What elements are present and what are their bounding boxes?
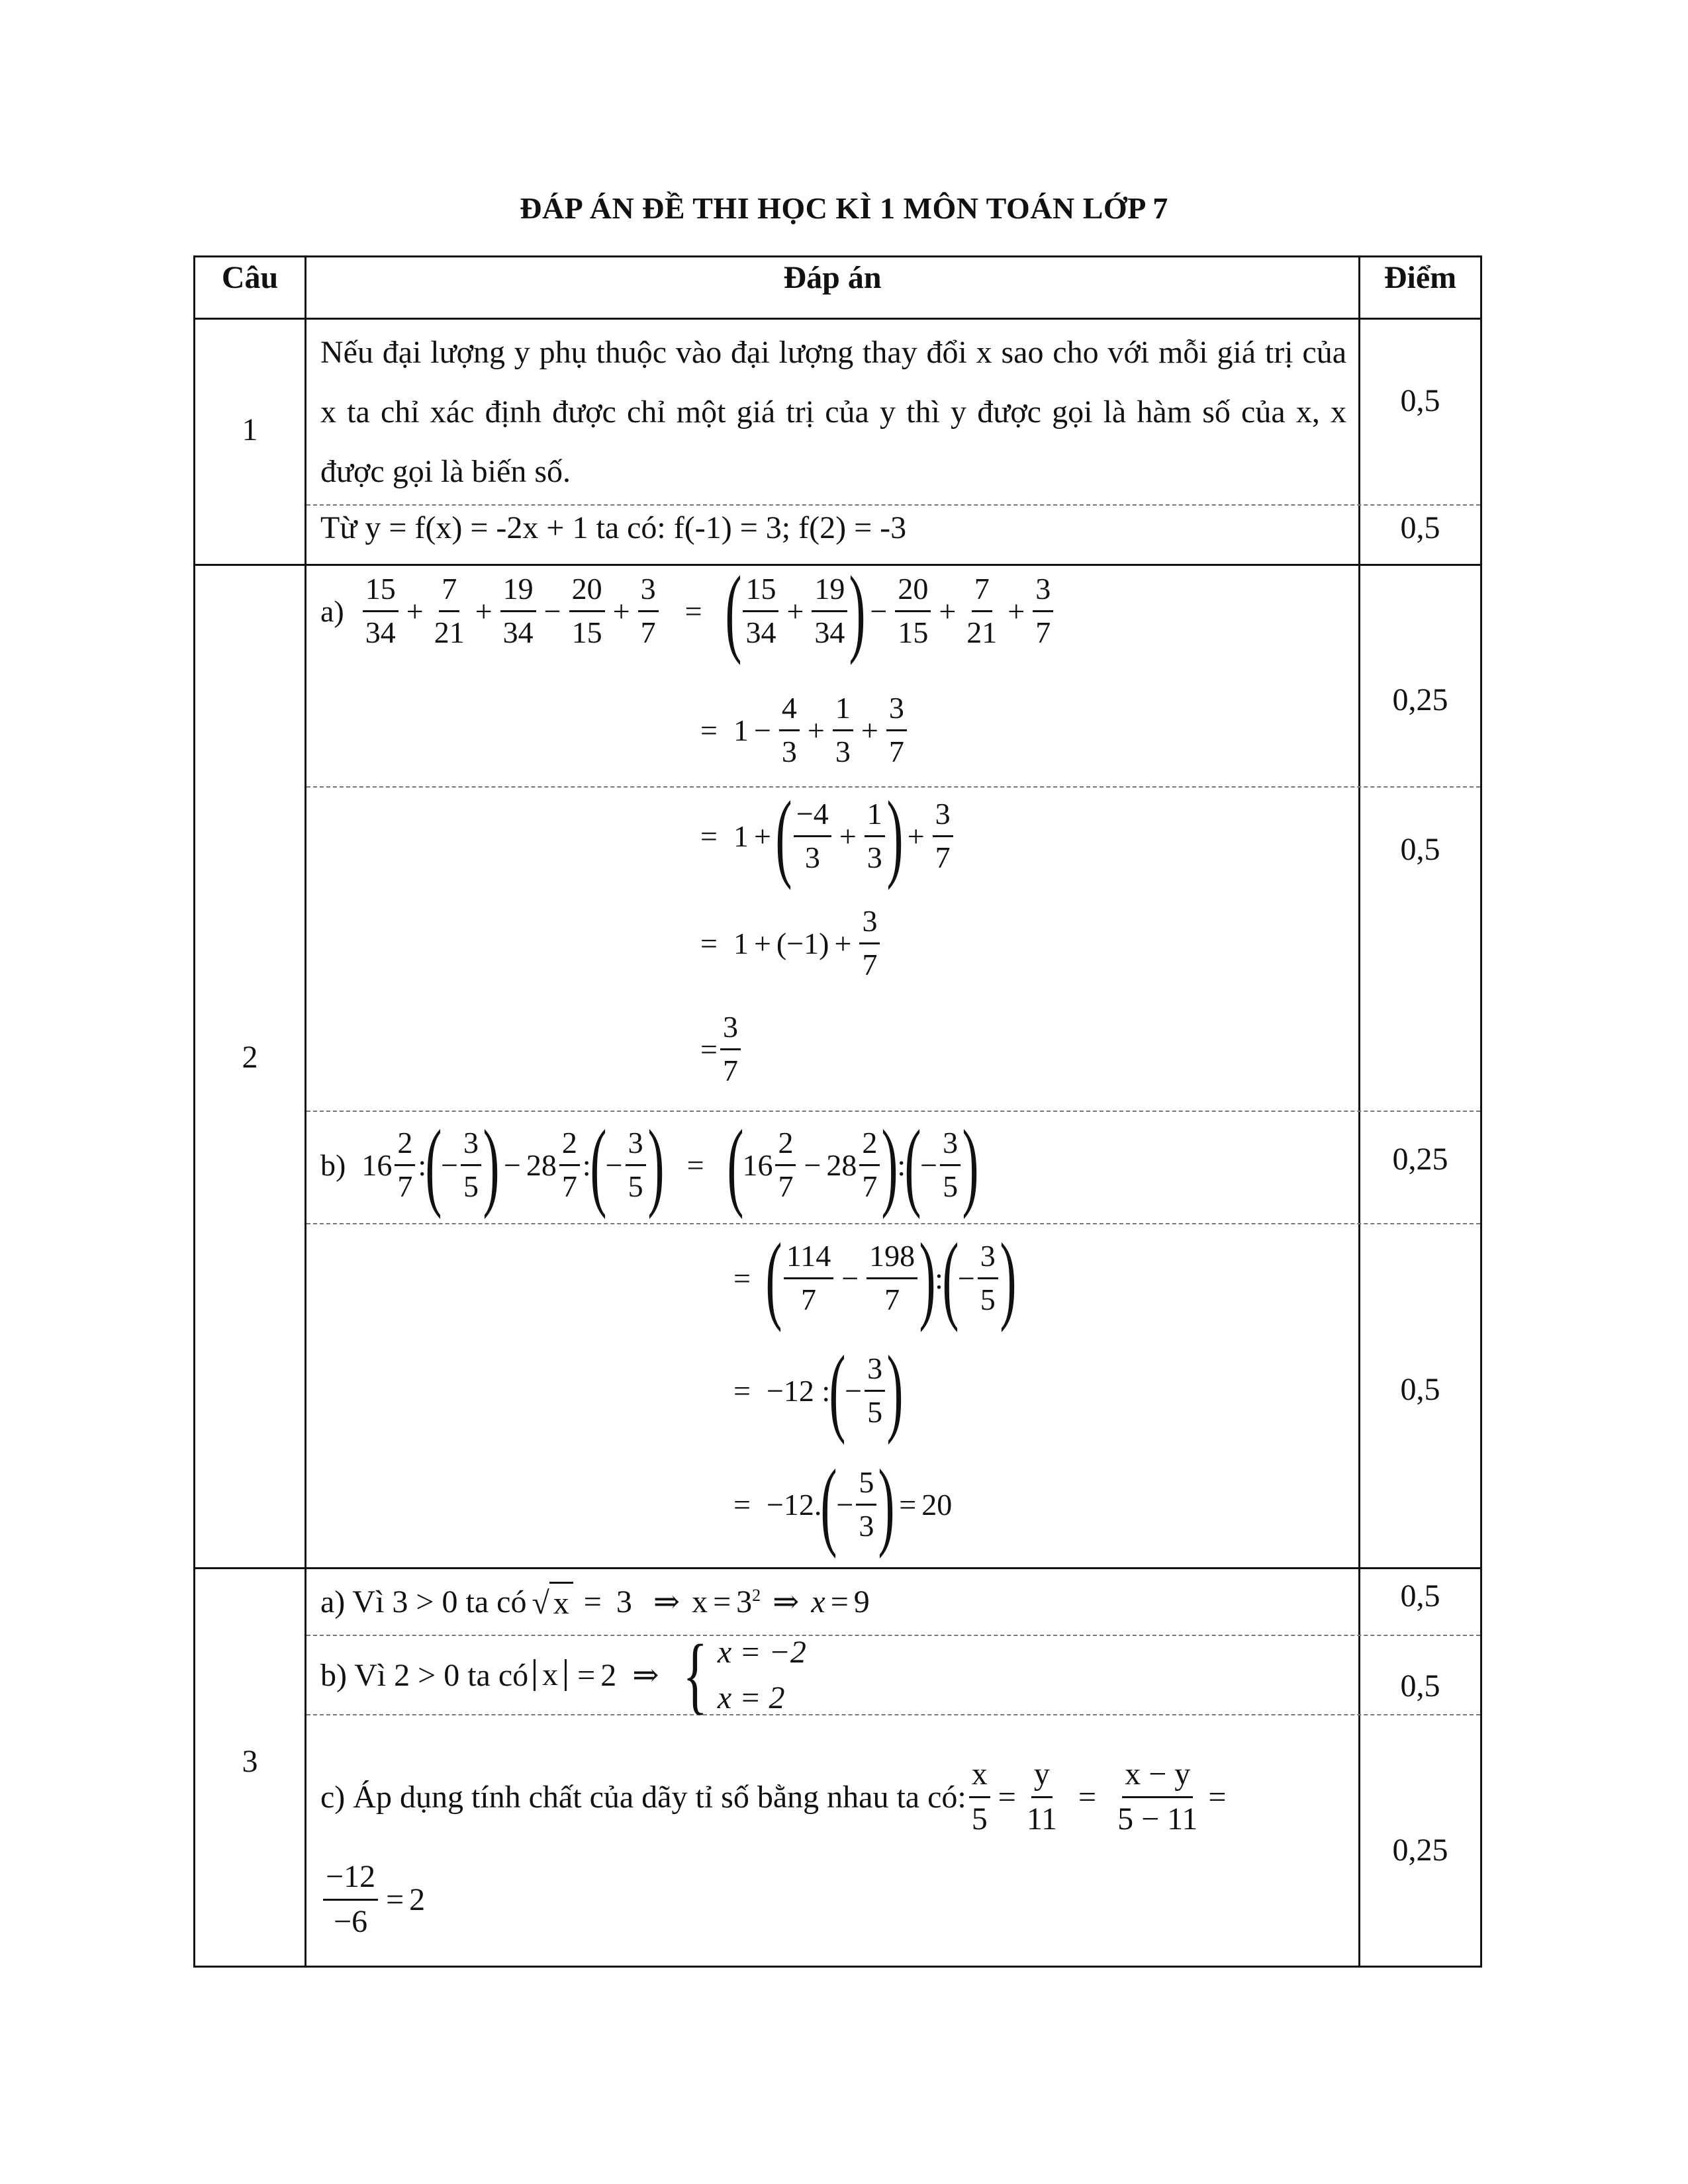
q2-score-1: 0,25 xyxy=(1392,682,1448,717)
question-1-calc: Từ y = f(x) = -2x + 1 ta có: f(-1) = 3; f(2) = -3 xyxy=(320,510,907,545)
q2a-step-1: = 1 − $\frac{4}{3}$ + $\frac{1}{3}$ + $\frac{3}{7}$ xyxy=(695,694,910,766)
q3b-score: 0,5 xyxy=(1400,1668,1440,1704)
q2a-step-3: = 1 + (−1) + $\frac{3}{7}$ xyxy=(695,907,882,979)
question-3-number: 3 xyxy=(242,1744,258,1779)
q3c-line: c) Áp dụng tính chất của dãy tỉ số bằng nhau ta có: $\frac{x}{5}$ = $\frac{y}{11}$ = $\frac{x - y}{5 - 11}$ = xyxy=(320,1756,1227,1837)
q3b-line: b) Vì 2 > 0 ta có x = 2 ⇒ { x = −2 x = 2 xyxy=(320,1627,806,1723)
q3a-line: a) Vì 3 > 0 ta có √ x = 3 ⇒ x = $3^2$ ⇒ x = 9 xyxy=(320,1575,870,1628)
question-1-calc-score: 0,5 xyxy=(1400,510,1440,545)
header-dap-an: Đáp án xyxy=(783,260,882,295)
q2a-expression: a) $\frac{15}{34}$ + $\frac{7}{21}$ + $\frac{19}{34}$ − $\frac{20}{15}$ + $\frac{3}{7}$ = ( $\frac{15}{34}$ + $\frac{19}{34}$ ) − $\frac{20}{15}$ + $\frac{7}{21}$ + $\frac{3}{7}$ xyxy=(320,574,1056,647)
page-title: ĐÁP ÁN ĐỀ THI HỌC KÌ 1 MÔN TOÁN LỚP 7 xyxy=(520,191,1168,225)
q2-score-4: 0,5 xyxy=(1400,1372,1440,1407)
question-1-definition-score: 0,5 xyxy=(1400,383,1440,418)
q3b-text: b) Vì 2 > 0 ta có xyxy=(320,1657,529,1693)
q3c-score: 0,25 xyxy=(1392,1833,1448,1868)
question-2-number: 2 xyxy=(242,1040,258,1075)
q3c-result: $\frac{-12}{-6}$ = 2 xyxy=(320,1860,425,1939)
question-1-number: 1 xyxy=(242,412,258,447)
header-cau: Câu xyxy=(221,260,279,295)
q3c-text: c) Áp dụng tính chất của dãy tỉ số bằng nhau ta có: xyxy=(320,1779,966,1815)
q2a-result: = $\frac{3}{7}$ xyxy=(695,1013,743,1085)
question-1-definition: Nếu đại lượng y phụ thuộc vào đại lượng thay đổi x sao cho với mỗi giá trị của x ta chỉ xác định được chỉ một giá trị của y thì y được gọi là hàm số của x, x được gọi là biến số. xyxy=(320,335,1346,489)
q2b-label: b) xyxy=(320,1148,346,1182)
q3a-text: a) Vì 3 > 0 ta có xyxy=(320,1584,527,1619)
q2-score-3: 0,25 xyxy=(1392,1142,1448,1177)
q2-score-2: 0,5 xyxy=(1400,832,1440,867)
q2a-step-2: = 1 + ( $\frac{-4}{3}$ + $\frac{1}{3}$ ) + $\frac{3}{7}$ xyxy=(695,799,956,872)
q2b-expression: b) 16 $\frac{2}{7}$ : ( − $\frac{3}{5}$ ) − 28 $\frac{2}{7}$ : ( − $\frac{3}{5}$ ) = ( 16 $\frac{2}{7}$ − 28 $\frac{2}{7}$ ) : ( − $\frac{3}{5}$ ) xyxy=(320,1110,979,1220)
header-diem: Điểm xyxy=(1383,260,1457,295)
q2b-step-1: = ( $\frac{114}{7}$ − $\frac{198}{7}$ ) : ( − $\frac{3}{5}$ ) xyxy=(733,1223,1017,1333)
q2b-result: = −12. ( − $\frac{5}{3}$ ) = 20 xyxy=(733,1449,953,1559)
q2b-step-2: = −12 : ( − $\frac{3}{5}$ ) xyxy=(733,1336,904,1445)
q3a-score: 0,5 xyxy=(1400,1578,1440,1614)
q2a-label: a) xyxy=(320,594,344,628)
